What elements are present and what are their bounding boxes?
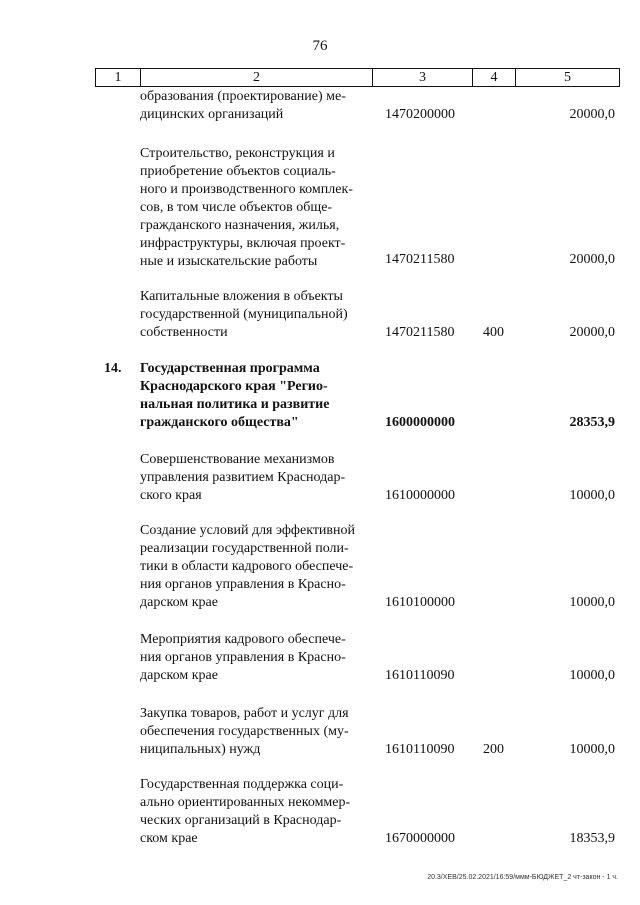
row-code: 1610000000 — [385, 488, 455, 503]
row-amount: 20000,0 — [569, 107, 615, 122]
header-col-4: 4 — [473, 69, 516, 86]
row-description: Закупка товаров, работ и услуг для обеспечения государственных (му- ниципальных) нужд — [140, 706, 349, 757]
table-row — [0, 631, 640, 685]
row-code: 1600000000 — [385, 415, 455, 430]
row-amount: 20000,0 — [569, 252, 615, 267]
row-col4: 400 — [483, 325, 504, 340]
row-description: Строительство, реконструкция и приобретение объектов социаль- ного и производственного комплек- сов, в том числе объектов обще- гражданского назначения, жилья, инфраструктуры, включая проект- ные и изыскательские работы — [140, 146, 353, 269]
row-amount: 10000,0 — [569, 595, 615, 610]
row-code: 1610110090 — [385, 742, 455, 757]
row-description: Мероприятия кадрового обеспече- ния органов управления в Красно- дарском крае — [140, 632, 346, 683]
table-row — [0, 522, 640, 612]
table-row — [0, 776, 640, 848]
row-number: 14. — [104, 361, 122, 376]
row-amount: 10000,0 — [569, 488, 615, 503]
row-code: 1470211580 — [385, 252, 455, 267]
row-code: 1610110090 — [385, 668, 455, 683]
row-code: 1470211580 — [385, 325, 455, 340]
row-description: образования (проектирование) ме- дицинских организаций — [140, 89, 346, 122]
table-row — [0, 288, 640, 342]
header-col-2: 2 — [141, 69, 373, 86]
row-description: Государственная программа Краснодарского края "Регио- нальная политика и развитие гражданского общества" — [140, 361, 330, 430]
row-description: Создание условий для эффективной реализации государственной поли- тики в области кадрового обеспече- ния органов управления в Красно- дарском крае — [140, 523, 356, 610]
row-amount: 28353,9 — [569, 415, 615, 430]
row-amount: 10000,0 — [569, 668, 615, 683]
table-row — [0, 705, 640, 759]
table-row — [0, 145, 640, 269]
header-col-5: 5 — [564, 70, 571, 85]
table-row — [0, 360, 640, 432]
row-code: 1470200000 — [385, 107, 455, 122]
header-col-1: 1 — [96, 69, 141, 86]
page-number: 76 — [312, 38, 328, 54]
table-row — [0, 88, 640, 124]
row-code: 1670000000 — [385, 831, 455, 846]
row-amount: 10000,0 — [569, 742, 615, 757]
row-amount: 20000,0 — [569, 325, 615, 340]
row-description: Совершенствование механизмов управления развитием Краснодар- ского края — [140, 452, 346, 503]
row-description: Капитальные вложения в объекты государственной (муниципальной) собственности — [140, 289, 348, 340]
row-amount: 18353,9 — [569, 831, 615, 846]
document-footer: 20.3/ХЕВ/25.02.2021/16:59/ммм-БЮДЖЕТ_2 чт-закон - 1 ч. — [427, 874, 618, 881]
row-col4: 200 — [483, 742, 504, 757]
header-col-3: 3 — [373, 69, 473, 86]
row-description: Государственная поддержка соци- ально ориентированных некоммер- ческих организаций в Краснодар- ском крае — [140, 777, 351, 846]
row-code: 1610100000 — [385, 595, 455, 610]
table-row — [0, 451, 640, 505]
